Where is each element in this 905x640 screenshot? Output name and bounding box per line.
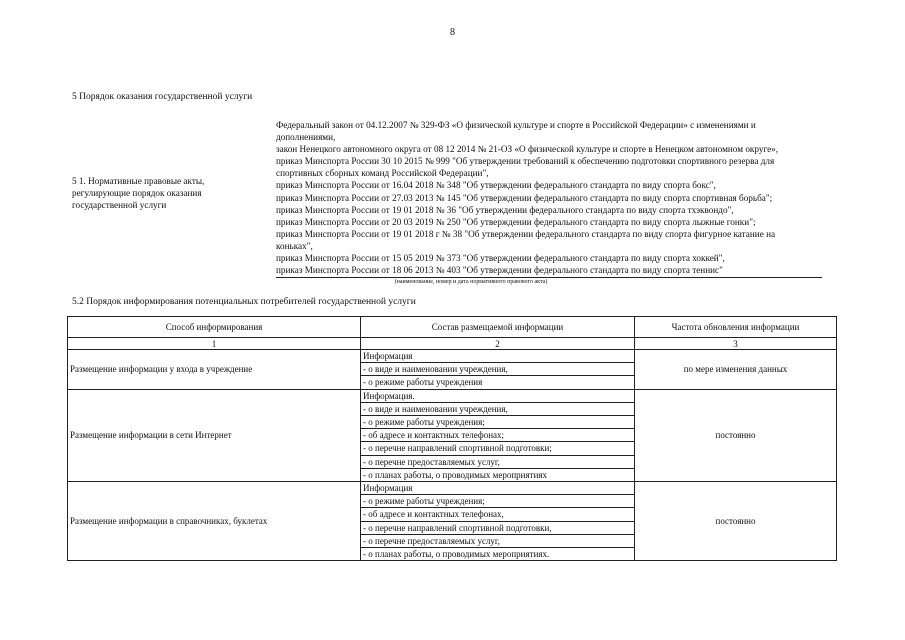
- column-number: 3: [635, 338, 837, 350]
- content-line: - о виде и наименовании учреждения,: [361, 403, 634, 416]
- legal-act-line: приказ Минспорта России от 20 03 2019 № 250 "Об утверждении федерального стандарта по виду спорта лыжные гонки";: [276, 216, 756, 227]
- legal-act-line: приказ Минспорта России от 15 05 2019 № 373 "Об утверждении федерального стандарта по виду спорта хоккей",: [276, 253, 725, 264]
- method-cell: Размещение информации в справочниках, буклетах: [68, 482, 361, 561]
- content-line: - о перечне предоставляемых услуг,: [361, 456, 634, 469]
- content-line: - о режиме работы учреждения;: [361, 495, 634, 508]
- content-cell: [361, 350, 635, 390]
- section-5-1-label-line: регулирующие порядок оказания: [72, 188, 202, 198]
- column-number: 2: [361, 338, 635, 350]
- legal-acts-underline: [276, 277, 822, 278]
- section-5-1-label-line: 5 1. Нормативные правовые акты,: [72, 176, 205, 186]
- table-row: [68, 389, 837, 481]
- content-cell: [361, 482, 635, 561]
- legal-act-line: коньках",: [276, 240, 313, 251]
- content-line: - о перечне направлений спортивной подготовки;: [361, 442, 634, 455]
- section-5-title: 5 Порядок оказания государственной услуги: [72, 92, 253, 102]
- legal-act-line: приказ Минспорта России от 27.03 2013 № 145 "Об утверждении федерального стандарта по виду спорта спортивная борьба";: [276, 192, 773, 203]
- table-row: [68, 350, 837, 390]
- page-number: 8: [450, 27, 455, 38]
- table-header-frequency: Частота обновления информации: [635, 317, 837, 338]
- legal-act-line: приказ Минспорта России 30 10 2015 № 999 "Об утверждении требований к обеспечению подготовки спортивного резерва для: [276, 156, 775, 167]
- informing-table: [67, 316, 837, 561]
- content-line: - об адресе и контактных телефонах;: [361, 429, 634, 442]
- column-number: 1: [68, 338, 361, 350]
- legal-act-line: Федеральный закон от 04.12.2007 № 329-ФЗ «О физической культуре и спорте в Российской Федерации» с изменениями и: [276, 120, 756, 130]
- content-line: - о перечне направлений спортивной подготовки,: [361, 522, 634, 535]
- legal-act-line: дополнениями,: [276, 132, 336, 143]
- content-line: - о планах работы, о проводимых мероприятиях.: [363, 549, 550, 560]
- legal-act-line: приказ Минспорта России от 19 01 2018 г № 38 "Об утверждении федерального стандарта по виду спорта фигурное катание на: [276, 228, 776, 239]
- content-line: - о режиме работы учреждения;: [361, 416, 634, 429]
- table-header-content: Состав размещаемой информации: [361, 317, 635, 338]
- legal-acts-list: [276, 119, 822, 276]
- legal-act-line: приказ Минспорта России от 19 01 2018 № 36 "Об утверждении федерального стандарта по виду спорта тхэквондо",: [276, 204, 734, 215]
- content-line: Информация: [361, 350, 634, 363]
- table-row: [68, 482, 837, 561]
- legal-acts-caption: (наименование, номер и дата нормативного правового акта): [394, 279, 548, 285]
- legal-act-line: спортивных сборных команд Российской Федерации",: [276, 168, 489, 179]
- method-cell: Размещение информации у входа в учреждение: [68, 350, 361, 390]
- section-5-2-title: 5.2 Порядок информирования потенциальных потребителей государственной услуги: [72, 297, 416, 307]
- section-5-1-label: [72, 175, 262, 211]
- table-column-number-row: [68, 338, 837, 350]
- table-header-row: [68, 317, 837, 338]
- section-5-1-label-line: государственной услуги: [72, 200, 167, 210]
- legal-act-line: приказ Минспорта России от 18 06 2013 № 403 "Об утверждении федерального стандарта по виду спорта теннис": [276, 265, 723, 276]
- content-line: - об адресе и контактных телефонах,: [361, 508, 634, 521]
- frequency-cell: постоянно: [635, 482, 837, 561]
- legal-act-line: закон Ненецкого автономного округа от 08 12 2014 № 21-ОЗ «О физической культуре и спорте в Ненецком автономном округе»,: [276, 144, 779, 155]
- content-line: Информация.: [361, 390, 634, 403]
- method-cell: Размещение информации в сети Интернет: [68, 389, 361, 481]
- content-line: Информация: [361, 482, 634, 495]
- content-line: - о виде и наименовании учреждения,: [361, 363, 634, 376]
- frequency-cell: постоянно: [635, 389, 837, 481]
- table-header-method: Способ информирования: [68, 317, 361, 338]
- content-cell: [361, 389, 635, 481]
- content-line: - о перечне предоставляемых услуг,: [361, 535, 634, 548]
- frequency-cell: по мере изменения данных: [635, 350, 837, 390]
- content-line: - о режиме работы учреждения: [363, 377, 483, 388]
- legal-act-line: приказ Минспорта России от 16.04 2018 № 348 "Об утверждении федерального стандарта по виду спорта бокс",: [276, 180, 716, 191]
- content-line: - о планах работы, о проводимых мероприятиях: [363, 469, 548, 480]
